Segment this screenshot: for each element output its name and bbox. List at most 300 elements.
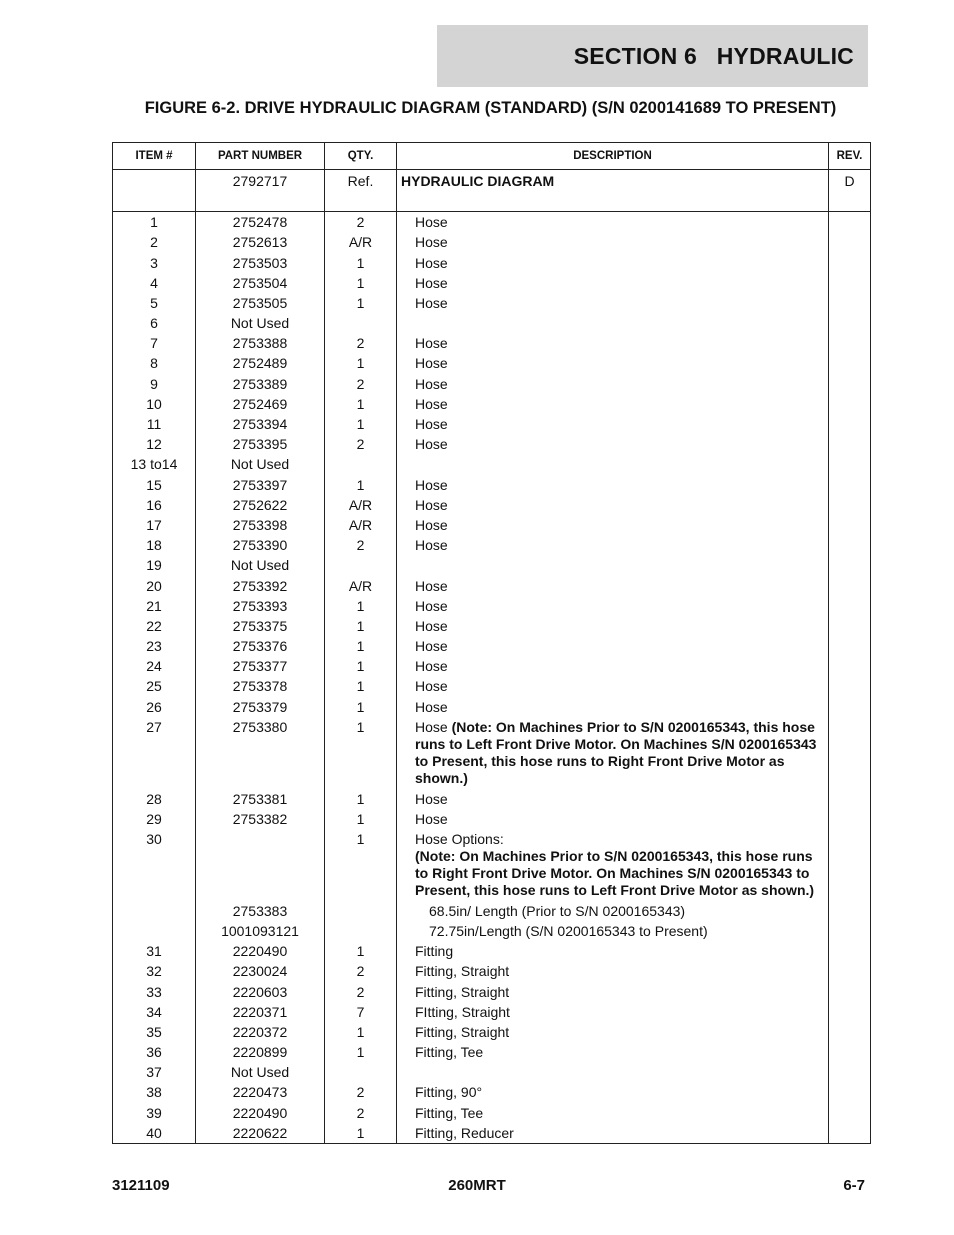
cell-item bbox=[113, 170, 196, 194]
cell-item: 39 bbox=[113, 1103, 196, 1123]
cell-rev bbox=[829, 555, 871, 575]
description-text: 68.5in/ Length (Prior to S/N 0200165343) bbox=[429, 902, 686, 919]
cell-item: 6 bbox=[113, 313, 196, 333]
cell-description bbox=[397, 555, 829, 575]
cell-item: 2 bbox=[113, 232, 196, 252]
cell-rev bbox=[829, 596, 871, 616]
cell-item: 22 bbox=[113, 616, 196, 636]
cell-rev bbox=[829, 576, 871, 596]
cell-item: 35 bbox=[113, 1022, 196, 1042]
cell-rev bbox=[829, 1123, 871, 1144]
cell-qty: Ref. bbox=[325, 170, 397, 194]
cell-qty: 1 bbox=[325, 394, 397, 414]
cell-item: 18 bbox=[113, 535, 196, 555]
description-text: Hose Options: bbox=[415, 830, 504, 847]
table-row bbox=[113, 1062, 871, 1082]
description-text: Hose bbox=[415, 234, 448, 251]
cell-part-number: 2220473 bbox=[196, 1082, 325, 1102]
cell-item: 16 bbox=[113, 495, 196, 515]
cell-item: 4 bbox=[113, 273, 196, 293]
cell-qty: 1 bbox=[325, 253, 397, 273]
table-row bbox=[113, 454, 871, 474]
cell-description bbox=[397, 353, 829, 373]
cell-rev bbox=[829, 374, 871, 394]
cell-description bbox=[397, 414, 829, 434]
cell-qty: 1 bbox=[325, 789, 397, 809]
parts-table bbox=[112, 142, 871, 1144]
cell-qty: A/R bbox=[325, 515, 397, 535]
cell-part-number: 2753382 bbox=[196, 809, 325, 829]
cell-part-number: 2752478 bbox=[196, 212, 325, 233]
cell-rev bbox=[829, 717, 871, 789]
description-text: Hose bbox=[415, 810, 448, 827]
cell-qty: 1 bbox=[325, 1042, 397, 1062]
cell-item: 13 to14 bbox=[113, 454, 196, 474]
description-text: FItting, Straight bbox=[415, 1003, 510, 1020]
column-header-qty: QTY. bbox=[325, 143, 397, 170]
description-text: Hose bbox=[415, 577, 448, 594]
cell-item: 33 bbox=[113, 982, 196, 1002]
cell-qty: 2 bbox=[325, 333, 397, 353]
description-text: Hose bbox=[415, 718, 448, 735]
cell-item: 11 bbox=[113, 414, 196, 434]
cell-part-number: 2230024 bbox=[196, 961, 325, 981]
cell-item: 26 bbox=[113, 697, 196, 717]
cell-description bbox=[397, 1062, 829, 1082]
cell-rev bbox=[829, 313, 871, 333]
cell-part-number: 2753377 bbox=[196, 656, 325, 676]
cell-description bbox=[397, 333, 829, 353]
cell-part-number: 2220622 bbox=[196, 1123, 325, 1144]
cell-rev bbox=[829, 253, 871, 273]
cell-rev bbox=[829, 1002, 871, 1022]
cell-part-number: 2753379 bbox=[196, 697, 325, 717]
cell-part-number: 2753383 bbox=[196, 901, 325, 921]
cell-description bbox=[397, 616, 829, 636]
description-text: Hose bbox=[415, 638, 448, 655]
section-header bbox=[437, 25, 868, 87]
table-row bbox=[113, 212, 871, 233]
table-row bbox=[113, 901, 871, 921]
cell-part-number: 2752469 bbox=[196, 394, 325, 414]
cell-description bbox=[397, 809, 829, 829]
cell-part-number: 2753395 bbox=[196, 434, 325, 454]
cell-item: 24 bbox=[113, 656, 196, 676]
cell-rev bbox=[829, 394, 871, 414]
cell-description bbox=[397, 253, 829, 273]
cell-description bbox=[397, 374, 829, 394]
cell-rev bbox=[829, 273, 871, 293]
cell-description bbox=[397, 1002, 829, 1022]
cell-description bbox=[397, 313, 829, 333]
cell-rev bbox=[829, 941, 871, 961]
cell-qty: 1 bbox=[325, 829, 397, 901]
table-row bbox=[113, 475, 871, 495]
cell-description bbox=[397, 576, 829, 596]
cell-item: 1 bbox=[113, 212, 196, 233]
cell-rev bbox=[829, 656, 871, 676]
cell-qty: 1 bbox=[325, 676, 397, 696]
cell-part-number: 2753394 bbox=[196, 414, 325, 434]
cell-qty: 2 bbox=[325, 374, 397, 394]
table-row bbox=[113, 1042, 871, 1062]
table-row bbox=[113, 941, 871, 961]
cell-description bbox=[397, 1103, 829, 1123]
column-header-rev: REV. bbox=[829, 143, 871, 170]
cell-qty: 1 bbox=[325, 616, 397, 636]
cell-part-number: 2753505 bbox=[196, 293, 325, 313]
table-row bbox=[113, 676, 871, 696]
cell-description bbox=[397, 232, 829, 252]
cell-part-number: 2220490 bbox=[196, 941, 325, 961]
cell-qty: 1 bbox=[325, 293, 397, 313]
cell-item: 3 bbox=[113, 253, 196, 273]
cell-description bbox=[397, 789, 829, 809]
cell-part-number: 2753388 bbox=[196, 333, 325, 353]
cell-rev bbox=[829, 829, 871, 901]
cell-rev bbox=[829, 475, 871, 495]
cell-part-number: 1001093121 bbox=[196, 921, 325, 941]
cell-description bbox=[397, 1022, 829, 1042]
cell-rev bbox=[829, 676, 871, 696]
table-row bbox=[113, 273, 871, 293]
cell-item: 17 bbox=[113, 515, 196, 535]
cell-rev bbox=[829, 961, 871, 981]
cell-part-number: 2753389 bbox=[196, 374, 325, 394]
cell-description bbox=[397, 454, 829, 474]
cell-item: 5 bbox=[113, 293, 196, 313]
cell-part-number: 2220603 bbox=[196, 982, 325, 1002]
cell-description bbox=[397, 212, 829, 233]
cell-description bbox=[397, 273, 829, 293]
description-text: Hose bbox=[415, 698, 448, 715]
cell-rev bbox=[829, 434, 871, 454]
table-row bbox=[113, 495, 871, 515]
table-row bbox=[113, 232, 871, 252]
cell-part-number: 2220899 bbox=[196, 1042, 325, 1062]
cell-rev bbox=[829, 1082, 871, 1102]
description-note: (Note: On Machines Prior to S/N 0200165343, this hose runs to Right Front Drive Motor. On Machines S/N 0200165343 to Present, this hose runs to Left Front Drive Motor as shown.) bbox=[415, 847, 815, 898]
cell-rev bbox=[829, 232, 871, 252]
description-text: Hose bbox=[415, 214, 448, 231]
cell-description bbox=[397, 1042, 829, 1062]
cell-item: 8 bbox=[113, 353, 196, 373]
table-row bbox=[113, 394, 871, 414]
cell-description bbox=[397, 535, 829, 555]
cell-item: 29 bbox=[113, 809, 196, 829]
cell-item: 37 bbox=[113, 1062, 196, 1082]
cell-qty bbox=[325, 1062, 397, 1082]
cell-qty: A/R bbox=[325, 576, 397, 596]
description-text: Fitting, Straight bbox=[415, 983, 510, 1000]
table-row bbox=[113, 1022, 871, 1042]
cell-description bbox=[397, 293, 829, 313]
cell-item: 31 bbox=[113, 941, 196, 961]
section-title: SECTION 6 HYDRAULIC bbox=[573, 42, 854, 69]
table-row bbox=[113, 596, 871, 616]
footer-page-number: 6-7 bbox=[843, 1177, 865, 1194]
cell-qty bbox=[325, 313, 397, 333]
cell-item: 9 bbox=[113, 374, 196, 394]
description-text: Hose bbox=[415, 274, 448, 291]
cell-part-number: 2753380 bbox=[196, 717, 325, 789]
table-row bbox=[113, 616, 871, 636]
description-note: (Note: On Machines Prior to S/N 0200165343, this hose runs to Left Front Drive Motor. On Machines S/N 0200165343 to Present, this hose runs to Right Front Drive Motor as shown.) bbox=[415, 718, 817, 786]
description-text: Hose bbox=[415, 496, 448, 513]
cell-qty: 1 bbox=[325, 414, 397, 434]
description-text: Hose bbox=[415, 790, 448, 807]
cell-rev bbox=[829, 353, 871, 373]
cell-rev bbox=[829, 636, 871, 656]
cell-qty: 1 bbox=[325, 941, 397, 961]
cell-qty: 1 bbox=[325, 636, 397, 656]
cell-qty: A/R bbox=[325, 232, 397, 252]
cell-description bbox=[397, 475, 829, 495]
description-text: Hose bbox=[415, 395, 448, 412]
table-row-main-assembly bbox=[113, 170, 871, 194]
cell-description bbox=[397, 697, 829, 717]
cell-qty: 2 bbox=[325, 434, 397, 454]
description-text: Hose bbox=[415, 537, 448, 554]
cell-item: 15 bbox=[113, 475, 196, 495]
cell-description: HYDRAULIC DIAGRAM bbox=[397, 170, 829, 194]
cell-part-number: 2753397 bbox=[196, 475, 325, 495]
cell-item: 7 bbox=[113, 333, 196, 353]
description-text: Hose bbox=[415, 617, 448, 634]
cell-item: 30 bbox=[113, 829, 196, 901]
cell-part-number: 2752489 bbox=[196, 353, 325, 373]
cell-item: 10 bbox=[113, 394, 196, 414]
cell-description bbox=[397, 676, 829, 696]
cell-part-number: 2753503 bbox=[196, 253, 325, 273]
description-text: Hose bbox=[415, 597, 448, 614]
table-row bbox=[113, 1082, 871, 1102]
cell-item: 23 bbox=[113, 636, 196, 656]
footer-model: 260MRT bbox=[448, 1177, 506, 1194]
table-spacer-row bbox=[113, 193, 871, 212]
cell-item bbox=[113, 921, 196, 941]
table-row bbox=[113, 293, 871, 313]
table-row bbox=[113, 921, 871, 941]
cell-rev bbox=[829, 212, 871, 233]
column-header-description: DESCRIPTION bbox=[397, 143, 829, 170]
cell-part-number: 2752613 bbox=[196, 232, 325, 252]
cell-part-number: Not Used bbox=[196, 454, 325, 474]
description-text: Hose bbox=[415, 375, 448, 392]
cell-qty: 1 bbox=[325, 809, 397, 829]
cell-rev bbox=[829, 982, 871, 1002]
cell-part-number bbox=[196, 829, 325, 901]
cell-rev bbox=[829, 454, 871, 474]
table-row bbox=[113, 555, 871, 575]
cell-item: 40 bbox=[113, 1123, 196, 1144]
cell-qty: 1 bbox=[325, 596, 397, 616]
cell-item: 27 bbox=[113, 717, 196, 789]
description-text: Fitting, Straight bbox=[415, 1023, 510, 1040]
table-row bbox=[113, 961, 871, 981]
cell-item: 20 bbox=[113, 576, 196, 596]
description-text: Hose bbox=[415, 476, 448, 493]
cell-rev bbox=[829, 809, 871, 829]
description-text: Hose bbox=[415, 355, 448, 372]
description-text: Fitting, Straight bbox=[415, 963, 510, 980]
cell-rev bbox=[829, 293, 871, 313]
table-row bbox=[113, 656, 871, 676]
cell-description bbox=[397, 394, 829, 414]
cell-qty bbox=[325, 454, 397, 474]
description-text: Fitting, Tee bbox=[415, 1104, 484, 1121]
table-row bbox=[113, 515, 871, 535]
cell-part-number: 2753392 bbox=[196, 576, 325, 596]
cell-part-number: 2753378 bbox=[196, 676, 325, 696]
cell-qty: A/R bbox=[325, 495, 397, 515]
cell-description bbox=[397, 961, 829, 981]
table-row bbox=[113, 353, 871, 373]
description-text: Hose bbox=[415, 294, 448, 311]
cell-description bbox=[397, 636, 829, 656]
cell-qty: 2 bbox=[325, 982, 397, 1002]
cell-item: 38 bbox=[113, 1082, 196, 1102]
table-row bbox=[113, 1123, 871, 1144]
cell-qty: 1 bbox=[325, 717, 397, 789]
cell-item: 32 bbox=[113, 961, 196, 981]
description-text: Hose bbox=[415, 436, 448, 453]
figure-title: FIGURE 6-2. DRIVE HYDRAULIC DIAGRAM (STANDARD) (S/N 0200141689 TO PRESENT) bbox=[144, 99, 837, 117]
table-row bbox=[113, 414, 871, 434]
table-row bbox=[113, 717, 871, 789]
cell-description bbox=[397, 829, 829, 901]
table-row bbox=[113, 434, 871, 454]
table-row bbox=[113, 982, 871, 1002]
table-header-row bbox=[113, 143, 871, 170]
description-text: Hose bbox=[415, 516, 448, 533]
cell-rev bbox=[829, 1022, 871, 1042]
cell-qty: 2 bbox=[325, 961, 397, 981]
table-row bbox=[113, 1002, 871, 1022]
cell-qty: 2 bbox=[325, 535, 397, 555]
description-text: Fitting, 90° bbox=[415, 1084, 483, 1101]
cell-part-number: 2220490 bbox=[196, 1103, 325, 1123]
cell-rev bbox=[829, 414, 871, 434]
cell-qty: 2 bbox=[325, 1103, 397, 1123]
cell-qty: 1 bbox=[325, 697, 397, 717]
table-row bbox=[113, 809, 871, 829]
cell-qty bbox=[325, 555, 397, 575]
description-text: Fitting, Reducer bbox=[415, 1124, 514, 1141]
cell-item: 28 bbox=[113, 789, 196, 809]
cell-qty: 2 bbox=[325, 1082, 397, 1102]
cell-rev bbox=[829, 616, 871, 636]
cell-rev bbox=[829, 495, 871, 515]
table-row bbox=[113, 253, 871, 273]
cell-description bbox=[397, 1123, 829, 1144]
cell-rev bbox=[829, 789, 871, 809]
cell-part-number: 2753390 bbox=[196, 535, 325, 555]
cell-part-number: 2753398 bbox=[196, 515, 325, 535]
column-header-part-number: PART NUMBER bbox=[196, 143, 325, 170]
table-row bbox=[113, 333, 871, 353]
cell-rev bbox=[829, 697, 871, 717]
cell-rev bbox=[829, 1103, 871, 1123]
table-row bbox=[113, 374, 871, 394]
cell-rev: D bbox=[829, 170, 871, 194]
cell-part-number: Not Used bbox=[196, 313, 325, 333]
cell-rev bbox=[829, 901, 871, 921]
cell-qty: 2 bbox=[325, 212, 397, 233]
cell-part-number: 2753381 bbox=[196, 789, 325, 809]
description-text: Fitting, Tee bbox=[415, 1044, 484, 1061]
cell-part-number: 2220371 bbox=[196, 1002, 325, 1022]
cell-description bbox=[397, 656, 829, 676]
table-row bbox=[113, 535, 871, 555]
table-row bbox=[113, 636, 871, 656]
table-row bbox=[113, 313, 871, 333]
cell-item: 12 bbox=[113, 434, 196, 454]
cell-item: 25 bbox=[113, 676, 196, 696]
description-text: Hose bbox=[415, 335, 448, 352]
cell-qty: 7 bbox=[325, 1002, 397, 1022]
description-text: 72.75in/Length (S/N 0200165343 to Present) bbox=[429, 922, 708, 939]
cell-rev bbox=[829, 515, 871, 535]
cell-part-number: 2753375 bbox=[196, 616, 325, 636]
cell-item: 34 bbox=[113, 1002, 196, 1022]
cell-rev bbox=[829, 535, 871, 555]
cell-description bbox=[397, 515, 829, 535]
cell-qty bbox=[325, 921, 397, 941]
description-text: Hose bbox=[415, 658, 448, 675]
cell-qty: 1 bbox=[325, 656, 397, 676]
cell-rev bbox=[829, 1042, 871, 1062]
description-text: Fitting bbox=[415, 943, 454, 960]
cell-part-number: 2220372 bbox=[196, 1022, 325, 1042]
table-row bbox=[113, 789, 871, 809]
table-row bbox=[113, 829, 871, 901]
cell-part-number: 2753504 bbox=[196, 273, 325, 293]
cell-rev bbox=[829, 333, 871, 353]
cell-description bbox=[397, 1082, 829, 1102]
cell-qty: 1 bbox=[325, 353, 397, 373]
description-text: Hose bbox=[415, 254, 448, 271]
cell-description bbox=[397, 982, 829, 1002]
cell-part-number: 2753393 bbox=[196, 596, 325, 616]
cell-item bbox=[113, 901, 196, 921]
cell-description bbox=[397, 495, 829, 515]
cell-description bbox=[397, 901, 829, 921]
table-row bbox=[113, 576, 871, 596]
cell-part-number: Not Used bbox=[196, 1062, 325, 1082]
cell-item: 19 bbox=[113, 555, 196, 575]
cell-qty: 1 bbox=[325, 1022, 397, 1042]
cell-rev bbox=[829, 921, 871, 941]
cell-part-number: 2752622 bbox=[196, 495, 325, 515]
cell-qty bbox=[325, 901, 397, 921]
cell-part-number: 2792717 bbox=[196, 170, 325, 194]
cell-description bbox=[397, 941, 829, 961]
cell-description bbox=[397, 434, 829, 454]
footer-document-number: 3121109 bbox=[112, 1177, 170, 1194]
cell-item: 36 bbox=[113, 1042, 196, 1062]
cell-description bbox=[397, 717, 829, 789]
table-row bbox=[113, 1103, 871, 1123]
cell-rev bbox=[829, 1062, 871, 1082]
cell-qty: 1 bbox=[325, 273, 397, 293]
column-header-item: ITEM # bbox=[113, 143, 196, 170]
description-text: Hose bbox=[415, 416, 448, 433]
description-text: Hose bbox=[415, 678, 448, 695]
table-row bbox=[113, 697, 871, 717]
cell-description bbox=[397, 921, 829, 941]
cell-qty: 1 bbox=[325, 1123, 397, 1144]
